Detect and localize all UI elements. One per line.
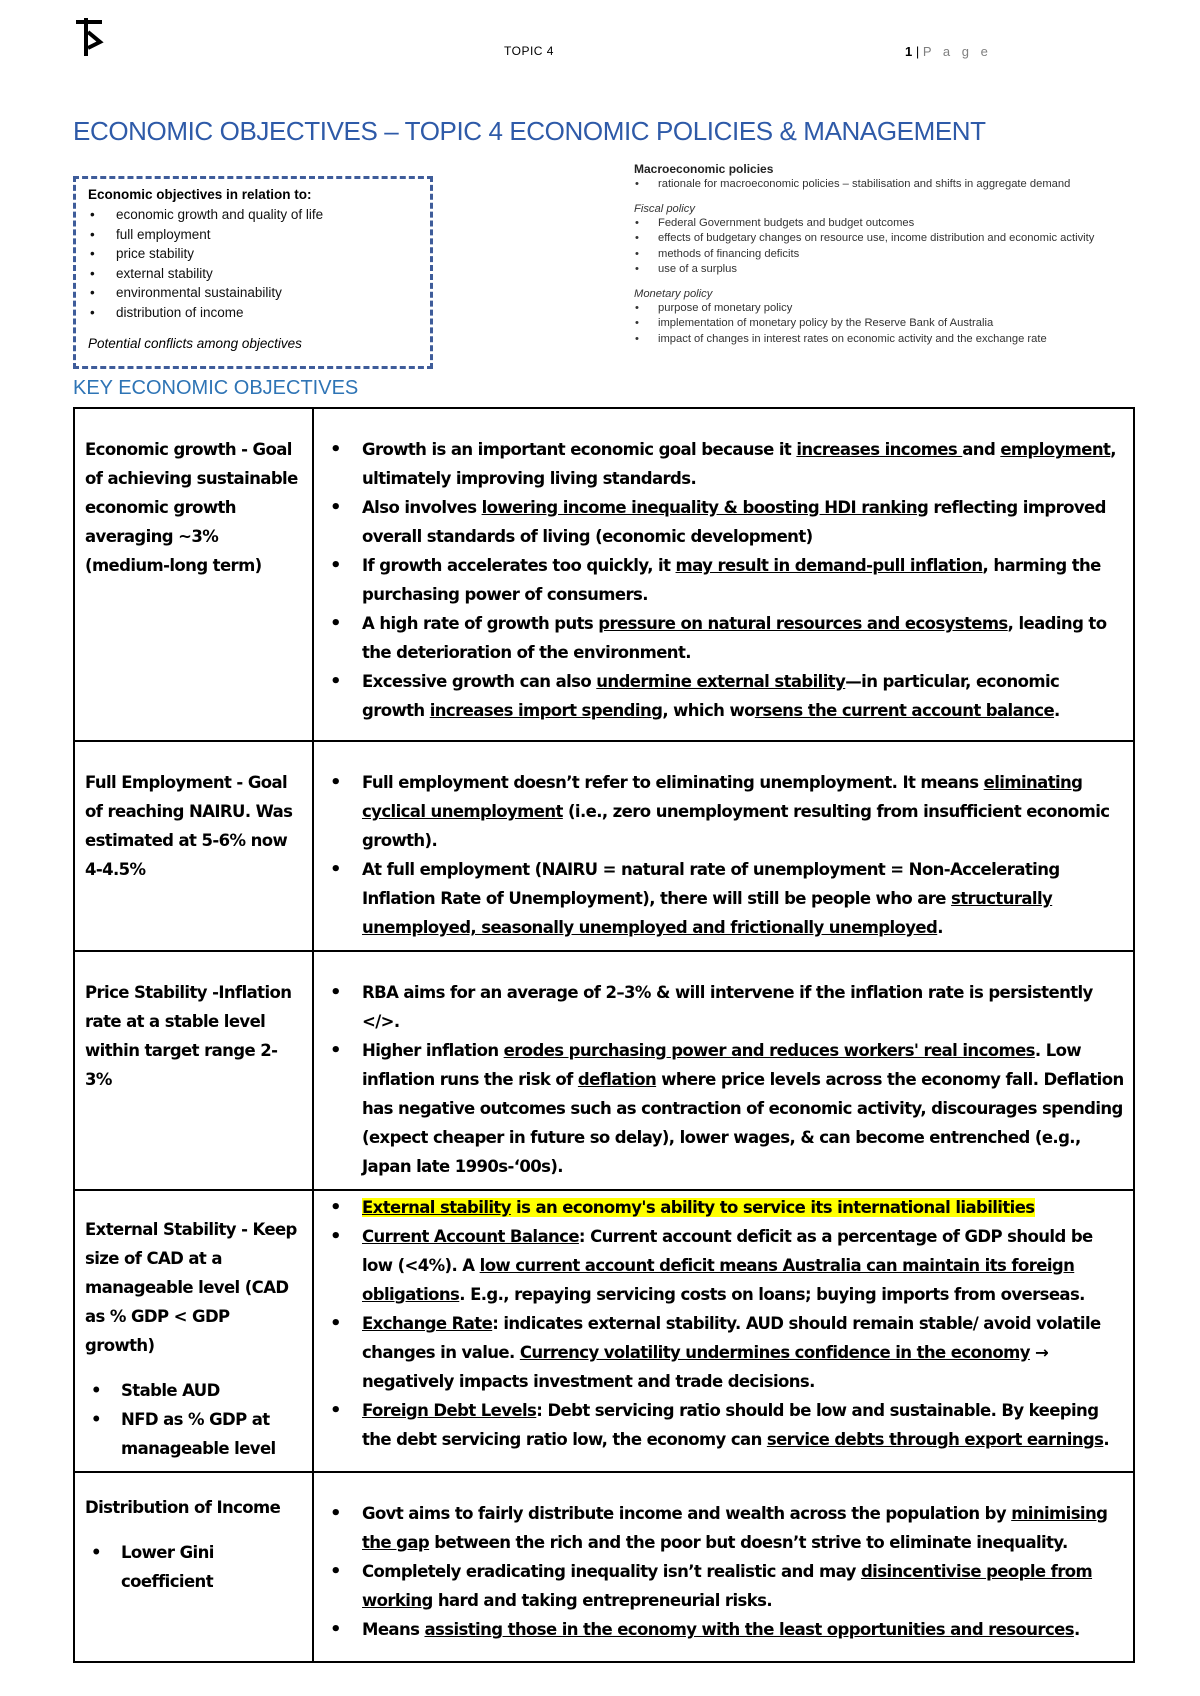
bullet-list (322, 1499, 1125, 1644)
page-word: P a g e (922, 44, 992, 59)
monetary-list (634, 301, 1134, 348)
list-item: • Growth is an important economic goal because it increases incomes and employment, ultimately improving living standards. (322, 435, 1125, 493)
objective-details (313, 408, 1134, 741)
list-item: • RBA aims for an average of 2–3% & will intervene if the inflation rate is persistently </>. (322, 978, 1125, 1036)
objective-details (313, 1472, 1134, 1662)
list-item: • Federal Government budgets and budget outcomes (634, 216, 1134, 232)
sub-list (85, 1538, 302, 1596)
objective-details (313, 741, 1134, 951)
objective-label: Price Stability -Inflation rate at a stable level within target range 2-3% (74, 951, 313, 1190)
table-row-employment (74, 741, 1134, 951)
list-item: • use of a surplus (634, 262, 1134, 278)
list-item: • external stability (88, 264, 418, 284)
list-item: • Higher inflation erodes purchasing power and reduces workers' real incomes. Low inflation runs the risk of deflation where price levels across the economy fall. Deflation has negative outcomes such as contraction of economic activity, discourages spending (expect cheaper in future so delay), lower wages, & can become entrenched (e.g., Japan late 1990s-‘00s). (322, 1036, 1125, 1181)
objective-label: Economic growth - Goal of achieving sustainable economic growth averaging ~3% (medium-long term) (74, 408, 313, 741)
list-item: • External stability is an economy's ability to service its international liabilities (322, 1193, 1125, 1222)
objective-label-text: External Stability - Keep size of CAD at a manageable level (CAD as % GDP < GDP growth) (85, 1220, 297, 1355)
list-item: • impact of changes in interest rates on economic activity and the exchange rate (634, 332, 1134, 348)
list-item: • Full employment doesn’t refer to eliminating unemployment. It means eliminating cyclical unemployment (i.e., zero unemployment resulting from insufficient economic growth). (322, 768, 1125, 855)
list-item: • economic growth and quality of life (88, 205, 418, 225)
macro-list (634, 177, 1134, 193)
bullet-list (322, 1193, 1125, 1454)
list-item: • full employment (88, 225, 418, 245)
page-number: 1 (905, 44, 913, 59)
fiscal-list (634, 216, 1134, 278)
list-item: • environmental sustainability (88, 283, 418, 303)
objective-label (74, 1472, 313, 1662)
list-item: • Completely eradicating inequality isn’t realistic and may disincentivise people from working hard and taking entrepreneurial risks. (322, 1557, 1125, 1615)
syllabus-heading: Economic objectives in relation to: (88, 187, 312, 202)
table-row-price (74, 951, 1134, 1190)
fiscal-heading: Fiscal policy (634, 202, 695, 215)
list-item: • purpose of monetary policy (634, 301, 1134, 317)
objective-label (74, 1190, 313, 1472)
page-separator: | (912, 44, 923, 59)
table-row-growth (74, 408, 1134, 741)
list-item: • Means assisting those in the economy with the least opportunities and resources. (322, 1615, 1125, 1644)
list-item: • Exchange Rate: indicates external stability. AUD should remain stable/ avoid volatile changes in value. Currency volatility undermines confidence in the economy → negatively impacts investment and trade decisions. (322, 1309, 1125, 1396)
list-item: • Govt aims to fairly distribute income and wealth across the population by minimising the gap between the rich and the poor but doesn’t strive to eliminate inequality. (322, 1499, 1125, 1557)
objective-label: Full Employment - Goal of reaching NAIRU. Was estimated at 5-6% now 4-4.5% (74, 741, 313, 951)
monetary-heading: Monetary policy (634, 287, 713, 300)
list-item: • A high rate of growth puts pressure on natural resources and ecosystems, leading to the deterioration of the environment. (322, 609, 1125, 667)
header-page-number (905, 44, 992, 59)
bullet-list (322, 768, 1125, 942)
table-row-external (74, 1190, 1134, 1472)
objective-details (313, 951, 1134, 1190)
bullet-list (322, 978, 1125, 1181)
list-item: • Foreign Debt Levels: Debt servicing ratio should be low and sustainable. By keeping the debt servicing ratio low, the economy can service debts through export earnings. (322, 1396, 1125, 1454)
table-row-income (74, 1472, 1134, 1662)
syllabus-note: Potential conflicts among objectives (88, 336, 302, 351)
list-item: • Current Account Balance: Current account deficit as a percentage of GDP should be low (<4%). A low current account deficit means Australia can maintain its foreign obligations. E.g., repaying servicing costs on loans; buying imports from overseas. (322, 1222, 1125, 1309)
page-title: ECONOMIC OBJECTIVES – TOPIC 4 ECONOMIC POLICIES & MANAGEMENT (73, 116, 986, 146)
list-item: • effects of budgetary changes on resource use, income distribution and economic activity (634, 231, 1134, 247)
list-item: • price stability (88, 244, 418, 264)
logo-icon (72, 14, 112, 60)
list-item: • methods of financing deficits (634, 247, 1134, 263)
syllabus-list (88, 205, 418, 322)
macro-syllabus (634, 162, 1134, 347)
list-item: • rationale for macroeconomic policies – stabilisation and shifts in aggregate demand (634, 177, 1134, 193)
list-item: • distribution of income (88, 303, 418, 323)
objective-label-text: Distribution of Income (85, 1498, 281, 1517)
list-item: • Lower Gini coefficient (85, 1538, 302, 1596)
objective-details (313, 1190, 1134, 1472)
syllabus-box (73, 176, 433, 369)
list-item: • At full employment (NAIRU = natural rate of unemployment = Non-Accelerating Inflation Rate of Unemployment), there will still be people who are structurally unemployed, seasonally unemployed and frictionally unemployed. (322, 855, 1125, 942)
list-item: • Also involves lowering income inequality & boosting HDI ranking reflecting improved overall standards of living (economic development) (322, 493, 1125, 551)
list-item: • If growth accelerates too quickly, it may result in demand-pull inflation, harming the purchasing power of consumers. (322, 551, 1125, 609)
bullet-list (322, 435, 1125, 725)
objectives-table (73, 407, 1135, 1663)
macro-heading: Macroeconomic policies (634, 162, 774, 176)
list-item: • Excessive growth can also undermine external stability—in particular, economic growth increases import spending, which worsens the current account balance. (322, 667, 1125, 725)
header-topic: TOPIC 4 (504, 44, 554, 58)
list-item: • Stable AUD (85, 1376, 302, 1405)
section-heading: KEY ECONOMIC OBJECTIVES (73, 377, 359, 399)
list-item: • NFD as % GDP at manageable level (85, 1405, 302, 1463)
sub-list (85, 1376, 302, 1463)
list-item: • implementation of monetary policy by the Reserve Bank of Australia (634, 316, 1134, 332)
